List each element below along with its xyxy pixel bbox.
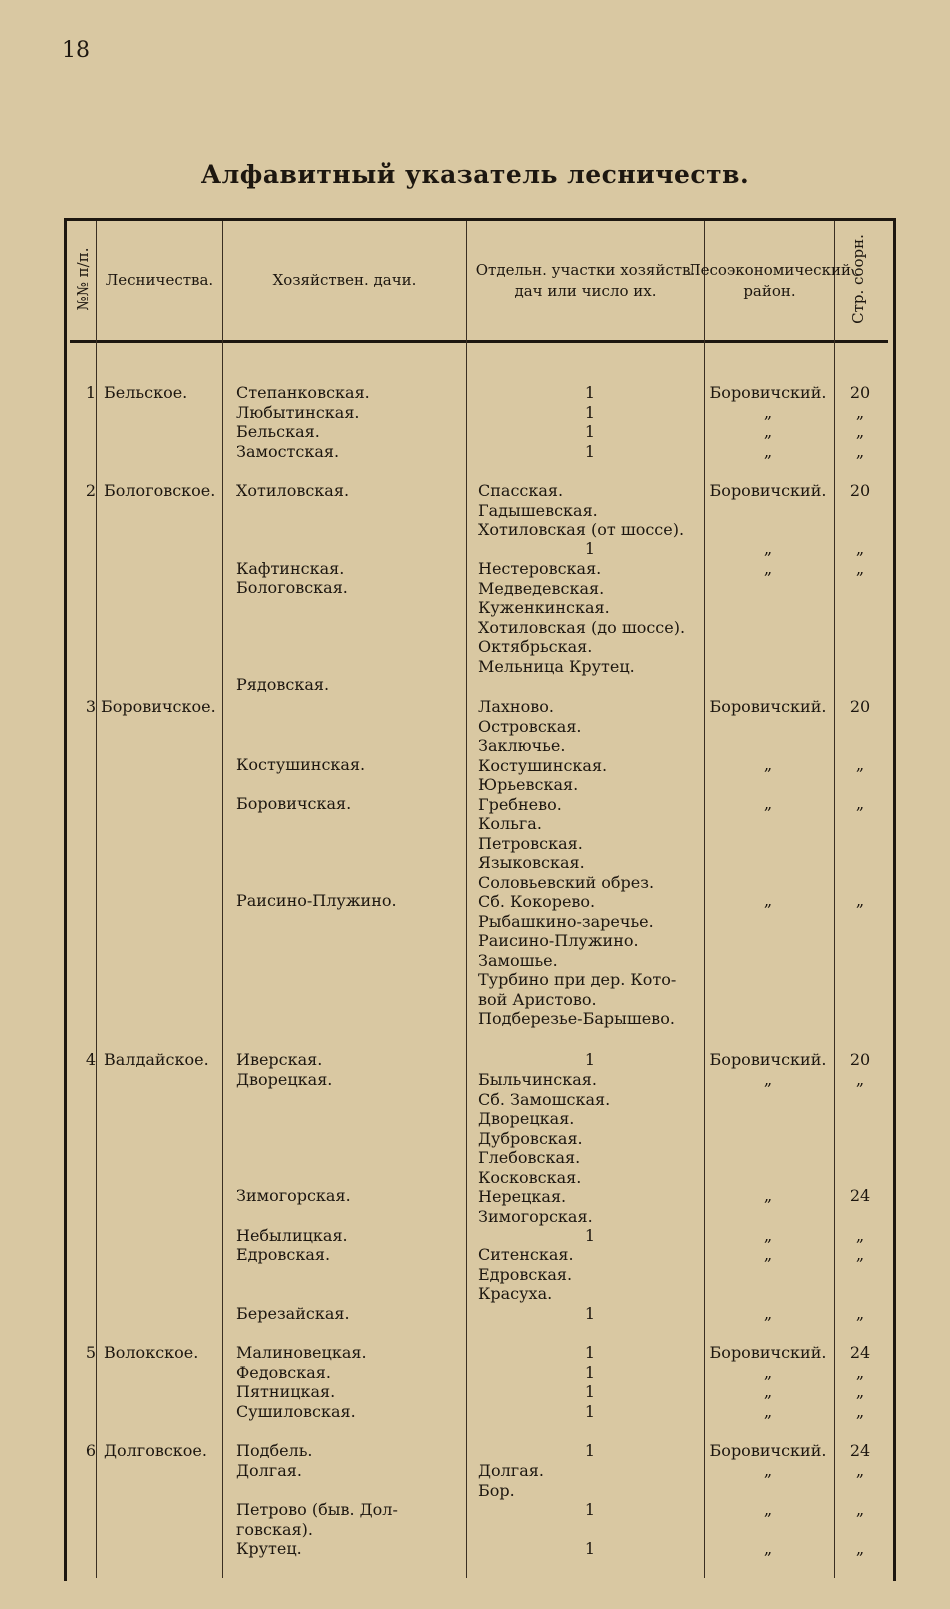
- page-ref: 20: [849, 481, 871, 500]
- count-item: 1: [584, 1401, 596, 1421]
- count-item: 1: [584, 402, 596, 422]
- region-item: Боровичский.: [709, 481, 827, 500]
- region-item: „: [763, 1362, 773, 1382]
- page-ref: „: [855, 1070, 865, 1089]
- page-ref: „: [855, 1500, 865, 1519]
- page-ref: 24: [849, 1441, 871, 1460]
- dacha-item: Подбель.: [236, 1441, 313, 1460]
- dacha-list: [236, 1441, 313, 1480]
- section-item: Глебовская.: [478, 1148, 581, 1167]
- region-list: [706, 1343, 830, 1421]
- page-number: 18: [62, 38, 90, 63]
- row-number: 2: [85, 481, 96, 500]
- section-item: Мельница Крутец.: [478, 656, 635, 676]
- section-item: Едровская.: [478, 1264, 573, 1284]
- section-item: Языковская.: [478, 853, 585, 872]
- page-title: Алфавитный указатель лесничеств.: [200, 160, 750, 189]
- page-list: [836, 383, 884, 461]
- section-item: Бор.: [478, 1480, 515, 1500]
- region-item: „: [763, 794, 773, 813]
- region-item: „: [763, 422, 773, 441]
- column-divider: [834, 221, 835, 1578]
- dacha-item: Иверская.: [236, 1050, 323, 1069]
- section-item: Хотиловская (от шоссе).: [478, 520, 685, 539]
- section-item: Зимогорская.: [478, 1206, 593, 1226]
- region-item: „: [763, 1461, 773, 1480]
- section-item: Нестеровская.: [478, 559, 602, 578]
- page-ref: 20: [849, 697, 871, 716]
- header-sections: Отдельн. участки хозяйств. дач или число их.: [475, 260, 696, 300]
- section-item: Сб. Замошская.: [478, 1089, 611, 1109]
- region-item: „: [763, 891, 773, 910]
- section-item: вой Аристово.: [478, 989, 597, 1009]
- region-item: „: [763, 441, 773, 461]
- header-region: Лесоэкономический район.: [688, 260, 851, 300]
- page-ref: „: [855, 402, 865, 422]
- page-ref: „: [855, 1461, 865, 1480]
- section-list: [478, 1461, 544, 1500]
- page-ref: „: [855, 1401, 865, 1421]
- section-list: [478, 1070, 610, 1226]
- section-list: [478, 559, 685, 676]
- page-ref: „: [855, 441, 865, 461]
- page-ref: „: [855, 539, 865, 558]
- region-item: Боровичский.: [709, 1050, 827, 1069]
- page-ref: 20: [849, 383, 871, 402]
- region-item: „: [763, 559, 773, 578]
- region-item: „: [763, 402, 773, 422]
- section-item: Ситенская.: [478, 1245, 574, 1264]
- section-item: Октябрьская.: [478, 637, 593, 656]
- row-number: 5: [85, 1343, 96, 1362]
- region-item: Боровичский.: [709, 383, 827, 402]
- count-item: 1: [584, 1500, 596, 1519]
- section-item: Куженкинская.: [478, 598, 610, 617]
- page-ref: „: [855, 1226, 865, 1245]
- region-item: „: [763, 1382, 773, 1401]
- row-number: 1: [85, 383, 96, 402]
- section-item: Хотиловская (до шоссе).: [478, 617, 686, 637]
- dacha-item: Раисино-Плужино.: [236, 891, 397, 910]
- page-ref: „: [855, 1539, 865, 1558]
- header-page: Стр. сборн.: [849, 234, 867, 324]
- section-item: Островская.: [478, 716, 582, 736]
- region-item: „: [763, 1226, 773, 1245]
- count-list: [565, 1343, 615, 1421]
- section-item: Нерецкая.: [478, 1187, 567, 1206]
- section-item: Долгая.: [478, 1461, 544, 1480]
- forestry-name: Волокское.: [104, 1343, 199, 1362]
- count-list: [565, 383, 615, 461]
- page-ref: 24: [849, 1343, 871, 1362]
- dacha-item: Пятницкая.: [236, 1382, 336, 1401]
- count-item: 1: [584, 539, 596, 558]
- section-item: Петровская.: [478, 833, 583, 853]
- dacha-item: Долгая.: [236, 1460, 302, 1480]
- page-list: [836, 1343, 884, 1421]
- section-item: Красуха.: [478, 1284, 553, 1303]
- count-item: 1: [584, 383, 596, 402]
- region-item: „: [763, 755, 773, 774]
- section-item: Турбино при дер. Кото-: [478, 970, 677, 989]
- page-ref: „: [855, 794, 865, 813]
- forestry-name: Бельское.: [104, 383, 188, 402]
- region-item: Боровичский.: [709, 1441, 827, 1460]
- page-ref: „: [855, 755, 865, 774]
- dacha-item: Боровичская.: [236, 794, 352, 813]
- count-item: 1: [584, 422, 596, 441]
- column-divider: [466, 221, 467, 1578]
- dacha-item: Любытинская.: [236, 402, 360, 422]
- region-item: „: [763, 1539, 773, 1558]
- dacha-item: Замостская.: [236, 441, 340, 461]
- dacha-item: Бельская.: [236, 422, 320, 441]
- page-ref: 20: [849, 1050, 871, 1069]
- count-item: 1: [584, 1441, 596, 1460]
- section-item: Раисино-Плужино.: [478, 931, 639, 950]
- forestry-name: Бологовское.: [104, 481, 216, 500]
- row-number: 3: [85, 697, 96, 716]
- column-divider: [222, 221, 223, 1578]
- page-ref: „: [855, 1362, 865, 1382]
- forestry-name: Боровичское.: [101, 697, 216, 716]
- section-item: Костушинская.: [478, 755, 608, 775]
- section-item: Кольга.: [478, 814, 542, 833]
- section-item: Сб. Кокорево.: [478, 892, 596, 911]
- section-list: [478, 481, 684, 540]
- section-item: Подберезье-Барышево.: [478, 1009, 675, 1028]
- section-item: Косковская.: [478, 1167, 582, 1187]
- page-ref: 24: [849, 1186, 871, 1205]
- header-forestry: Лесничества.: [105, 271, 214, 289]
- dacha-item: Сушиловская.: [236, 1401, 356, 1421]
- section-item: Рыбашкино-заречье.: [478, 911, 654, 931]
- region-item: „: [763, 539, 773, 558]
- count-item: 1: [584, 1382, 596, 1401]
- header-rule: [70, 340, 888, 343]
- column-divider: [96, 221, 97, 1578]
- dacha-item: Костушинская.: [236, 755, 366, 774]
- row-number: 6: [85, 1441, 96, 1460]
- section-item: Соловьевский обрез.: [478, 872, 655, 892]
- section-item: Быльчинская.: [478, 1070, 597, 1089]
- page-ref: „: [855, 559, 865, 578]
- region-item: „: [763, 1304, 773, 1323]
- page-ref: „: [855, 422, 865, 441]
- header-dacha: Хозяйствен. дачи.: [272, 271, 417, 289]
- dacha-item: Хотиловская.: [236, 481, 350, 500]
- count-item: 1: [584, 1343, 596, 1362]
- dacha-item: Федовская.: [236, 1362, 331, 1382]
- dacha-list: [236, 1500, 398, 1559]
- region-item: „: [763, 1186, 773, 1205]
- region-item: „: [763, 1245, 773, 1264]
- region-list: [706, 383, 830, 461]
- count-item: 1: [584, 441, 596, 461]
- forestry-name: Валдайское.: [104, 1050, 209, 1069]
- dacha-item: говская).: [236, 1519, 313, 1539]
- count-item: 1: [584, 1226, 596, 1245]
- section-item: Лахново.: [478, 697, 554, 716]
- column-divider: [704, 221, 705, 1578]
- section-item: Замошье.: [478, 950, 558, 970]
- count-item: 1: [584, 1050, 596, 1069]
- page-ref: „: [855, 1245, 865, 1264]
- dacha-item: Малиновецкая.: [236, 1343, 367, 1362]
- dacha-item: Рядовская.: [236, 675, 330, 694]
- dacha-item: Небылицкая.: [236, 1226, 348, 1245]
- dacha-item: Бологовская.: [236, 578, 348, 597]
- count-item: 1: [584, 1539, 596, 1558]
- section-item: Юрьевская.: [478, 775, 579, 794]
- count-item: 1: [584, 1304, 596, 1323]
- dacha-item: Зимогорская.: [236, 1186, 351, 1205]
- region-item: „: [763, 1500, 773, 1519]
- row-number: 4: [85, 1050, 96, 1069]
- section-item: Заключье.: [478, 736, 566, 755]
- section-item: Дворецкая.: [478, 1109, 575, 1128]
- dacha-item: Дворецкая.: [236, 1070, 333, 1089]
- page-ref: „: [855, 1382, 865, 1401]
- dacha-item: Степанковская.: [236, 383, 370, 402]
- page-ref: „: [855, 891, 865, 910]
- section-item: Спасская.: [478, 481, 564, 500]
- section-list: [478, 697, 676, 1029]
- count-item: 1: [584, 1362, 596, 1382]
- dacha-item: Петрово (быв. Дол-: [236, 1500, 398, 1519]
- dacha-item: Крутец.: [236, 1539, 302, 1558]
- page-ref: „: [855, 1304, 865, 1323]
- dacha-item: Едровская.: [236, 1245, 331, 1264]
- region-item: „: [763, 1401, 773, 1421]
- dacha-item: Березайская.: [236, 1304, 350, 1323]
- header-num: №№ п/п.: [74, 247, 92, 311]
- section-item: Дубровская.: [478, 1128, 583, 1148]
- dacha-list: [236, 383, 370, 461]
- section-item: Медведевская.: [478, 578, 605, 598]
- region-item: Боровичский.: [709, 1343, 827, 1362]
- region-item: „: [763, 1070, 773, 1089]
- region-item: Боровичский.: [709, 697, 827, 716]
- forestry-name: Долговское.: [104, 1441, 207, 1460]
- section-list: [478, 1245, 574, 1304]
- section-item: Гадышевская.: [478, 500, 598, 520]
- dacha-list: [236, 1343, 367, 1421]
- dacha-item: Кафтинская.: [236, 559, 345, 578]
- section-item: Гребнево.: [478, 794, 562, 814]
